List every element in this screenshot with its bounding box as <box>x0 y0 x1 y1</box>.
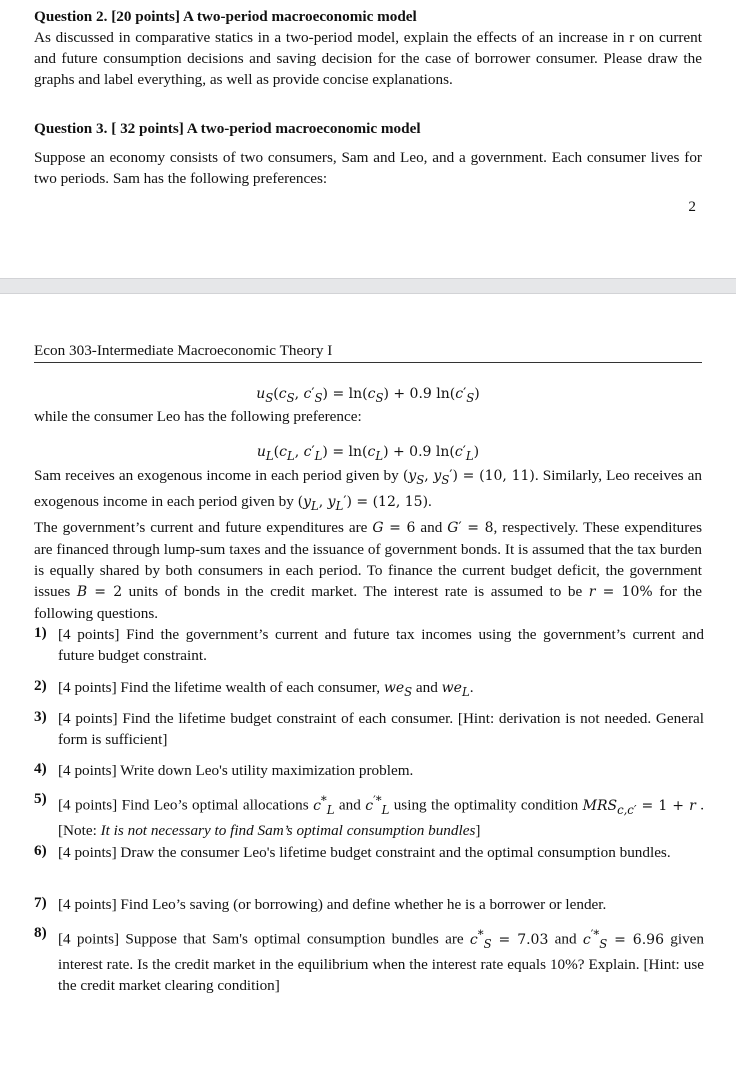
income-paragraph: Sam receives an exogenous income in each period given by ($y_S$, $y_S') = (10$, 11). Similarly, Leo receives an exogenous income in each period given by ($y_L$, $y_L') = (12$, 15). <box>34 467 702 513</box>
equation-leo-utility: $u_L(c_L$, $c'_L) = \ln(c_L) + 0.9$ $\ln(c'_L)$ <box>256 444 480 463</box>
page-top <box>0 0 736 278</box>
page-separator <box>0 278 736 294</box>
list-item <box>34 842 704 863</box>
question-3-title: Question 3. [ 32 points] A two-period macroeconomic model <box>34 120 421 137</box>
list-item <box>34 790 704 841</box>
list-item <box>34 624 704 666</box>
item-text: [4 points] Find the lifetime budget constraint of each consumer. [Hint: derivation is not needed. General form is sufficient] <box>58 710 704 748</box>
item-text: [4 points] Draw the consumer Leo's lifetime budget constraint and the optimal consumption bundles. <box>58 844 671 861</box>
item-text: [4 points] Find Leo’s optimal allocations $c^*_L$ and $c^{'*}_L$ using the optimality condition $MRS_{c,c'} = 1 + r$ . [Note: It is not necessary to find Sam’s optimal consumption bundles] <box>58 793 705 840</box>
item-text: [4 points] Write down Leo's utility maximization problem. <box>58 762 414 779</box>
list-item <box>34 677 704 703</box>
page-bottom <box>0 294 736 1092</box>
item-number: 1) <box>34 624 47 641</box>
government-paragraph: The government’s current and future expenditures are G = 6 and G′ = 8, respectively. These expenditures are financed through lump-sum taxes and the issuance of government bonds. It is assumed that the tax burden is equally shared by both consumers in each period. To finance the current budget deficit, the government issues B = 2 units of bonds in the credit market. The interest rate is assumed to be r = 10% for the following questions. <box>34 518 702 622</box>
question-3 <box>34 118 702 189</box>
list-item <box>34 894 704 915</box>
question-2-text: As discussed in comparative statics in a two-period model, explain the effects of an increase in r on current and future consumption decisions and saving decision for the case of borrower consumer. Please draw the graphs and label everything, as well as provide concise explanations. <box>34 29 702 88</box>
running-header: Econ 303-Intermediate Macroeconomic Theory I <box>34 342 702 363</box>
leo-preference-text: while the consumer Leo has the following preference: <box>34 408 362 425</box>
item-number: 3) <box>34 708 47 725</box>
list-item <box>34 924 704 996</box>
item-number: 5) <box>34 790 47 807</box>
item-number: 6) <box>34 842 47 859</box>
page-number: 2 <box>688 198 696 215</box>
list-item <box>34 708 704 750</box>
question-3-intro: Suppose an economy consists of two consumers, Sam and Leo, and a government. Each consumer lives for two periods. Sam has the following preferences: <box>34 149 702 187</box>
question-2 <box>34 6 702 90</box>
item-text: [4 points] Find Leo’s saving (or borrowing) and define whether he is a borrower or lender. <box>58 896 607 913</box>
item-text: [4 points] Find the lifetime wealth of each consumer, $we_S$ and $we_L$. <box>58 679 474 699</box>
question-2-title: Question 2. [20 points] A two-period macroeconomic model <box>34 8 417 25</box>
item-number: 7) <box>34 894 47 911</box>
economy-setup <box>34 465 702 624</box>
item-number: 8) <box>34 924 47 941</box>
item-text: [4 points] Find the government’s current and future tax incomes using the government’s current and future budget constraint. <box>58 626 704 664</box>
item-number: 2) <box>34 677 47 694</box>
equation-sam-utility: $u_S(c_S$, $c'_S) = \ln(c_S) + 0.9$ $\ln(c'_S)$ <box>256 386 480 405</box>
item-text: [4 points] Suppose that Sam's optimal consumption bundles are $c^*_S = 7.03$ and $c^{'*}_S = 6.96$ given interest rate. Is the credit market in the equilibrium when the interest rate equals 10%? Explain. [Hint: use the credit market clearing condition] <box>58 927 705 995</box>
item-number: 4) <box>34 760 47 777</box>
leo-preference-intro <box>34 406 702 427</box>
list-item <box>34 760 704 781</box>
